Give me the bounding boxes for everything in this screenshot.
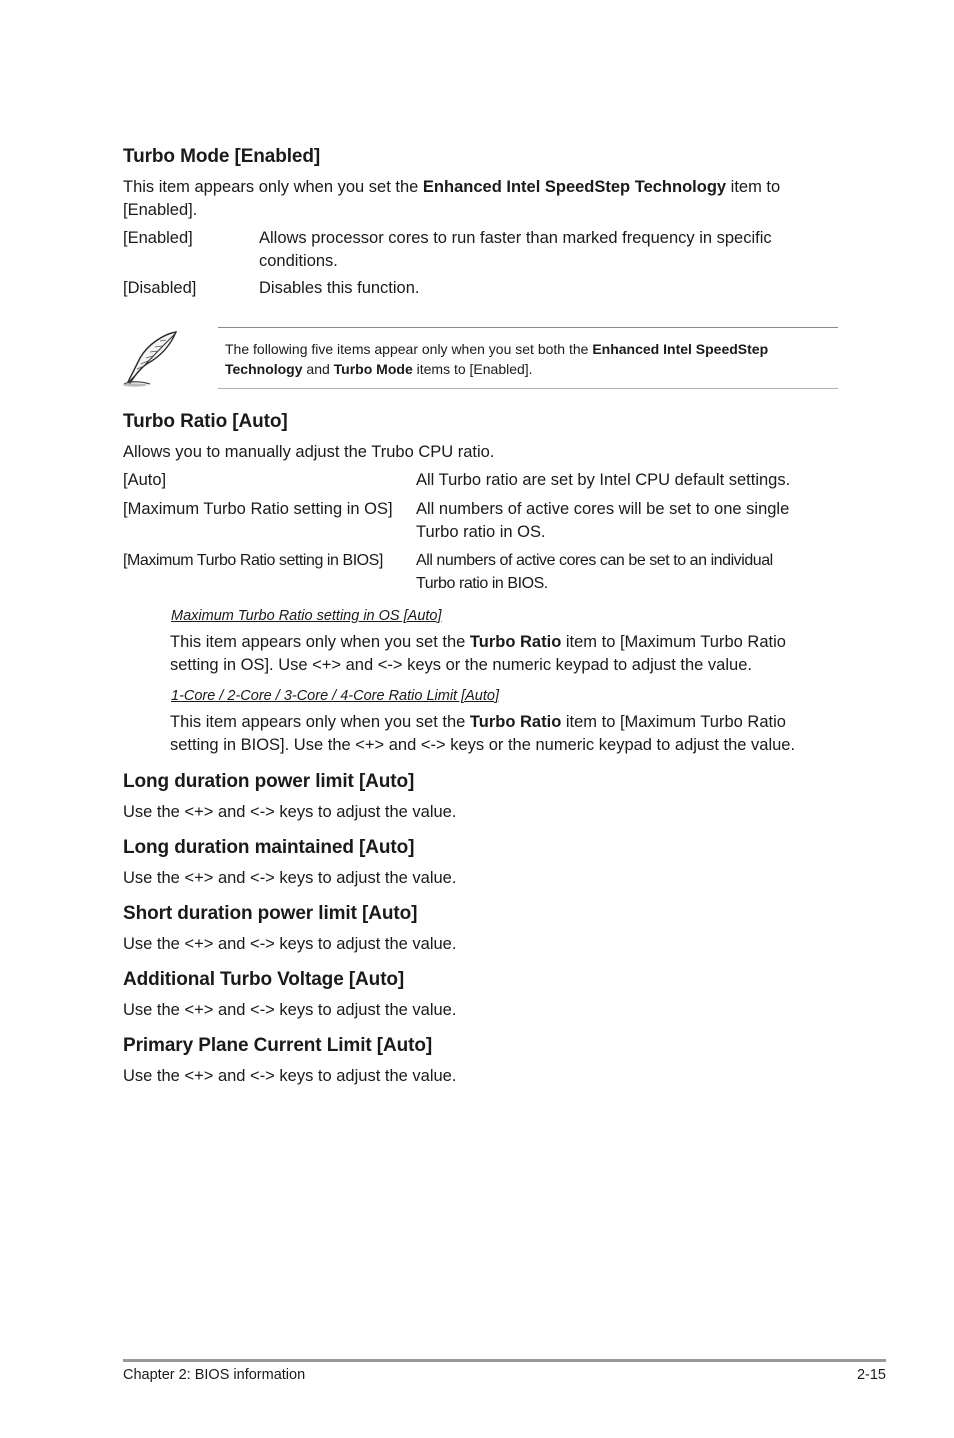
note-top-rule [218,327,838,328]
section-description: Use the <+> and <-> keys to adjust the value. [123,935,457,953]
option-description [259,227,772,273]
subitem-segment: item to [Maximum Turbo Ratio [561,713,786,731]
option-line: Turbo ratio in OS. [416,523,546,541]
desc-bold: Enhanced Intel SpeedStep Technology [422,178,727,196]
feather-pen-icon [120,328,182,388]
subitem-bold: Turbo Ratio [469,633,562,651]
section-title-turbo-mode: Turbo Mode [Enabled] [123,146,321,167]
subitem-line [170,711,795,734]
subitem-title: 1-Core / 2-Core / 3-Core / 4-Core Ratio Limit [Auto] [171,688,499,704]
turbo-mode-description [123,176,823,222]
option-line: Turbo ratio in BIOS. [416,575,548,592]
subitem-description [170,631,786,677]
section-description: Use the <+> and <-> keys to adjust the value. [123,803,457,821]
subitem-line: setting in BIOS]. Use the <+> and <-> keys or the numeric keypad to adjust the value. [170,736,796,754]
option-key: [Enabled] [123,229,193,247]
option-key: [Disabled] [123,279,197,297]
section-title-turbo-ratio: Turbo Ratio [Auto] [123,411,288,432]
subitem-segment: This item appears only when you set the [170,633,470,651]
subitem-description [170,711,795,757]
section-title: Long duration power limit [Auto] [123,771,415,792]
section-description: Use the <+> and <-> keys to adjust the value. [123,869,457,887]
subitem-title: Maximum Turbo Ratio setting in OS [Auto] [171,608,442,624]
section-description: Use the <+> and <-> keys to adjust the value. [123,1067,457,1085]
option-line: conditions. [259,252,338,270]
subitem-segment: This item appears only when you set the [170,713,470,731]
subitem-segment: item to [Maximum Turbo Ratio [561,633,786,651]
option-description: Disables this function. [259,279,420,297]
section-title: Additional Turbo Voltage [Auto] [123,969,405,990]
note-line-2 [225,360,768,380]
section-title: Long duration maintained [Auto] [123,837,415,858]
option-description [416,549,773,595]
footer-chapter: Chapter 2: BIOS information [123,1367,306,1383]
subitem-line: setting in OS]. Use <+> and <-> keys or the numeric keypad to adjust the value. [170,656,752,674]
page-number: 2-15 [856,1367,886,1383]
note-segment: The following five items appear only when you set both the [225,341,593,357]
section-description: Use the <+> and <-> keys to adjust the value. [123,1001,457,1019]
section-title: Primary Plane Current Limit [Auto] [123,1035,433,1056]
section-title: Short duration power limit [Auto] [123,903,418,924]
note-line-1 [225,340,768,360]
option-line: Allows processor cores to run faster than marked frequency in specific [259,229,772,247]
desc-text: This item appears only when you set the [123,178,423,196]
subitem-bold: Turbo Ratio [469,713,562,731]
note-segment: and [302,360,334,377]
note-bold: Turbo Mode [333,360,413,377]
option-description: All Turbo ratio are set by Intel CPU default settings. [416,471,791,489]
option-line: All numbers of active cores can be set to an individual [416,552,773,569]
note-bottom-rule [218,388,838,389]
note-bold: Enhanced Intel SpeedStep [592,341,769,357]
option-key: [Maximum Turbo Ratio setting in OS] [123,500,393,518]
option-line: All numbers of active cores will be set to one single [416,500,790,518]
note-bold: Technology [225,360,303,377]
turbo-ratio-description: Allows you to manually adjust the Trubo CPU ratio. [123,443,495,461]
option-description [416,498,789,544]
note-segment: items to [Enabled]. [412,360,533,377]
subitem-line [170,631,786,654]
option-key: [Auto] [123,471,167,489]
footer-rule [123,1359,886,1362]
desc-text: item to [Enabled]. [123,178,781,219]
option-key: [Maximum Turbo Ratio setting in BIOS] [123,552,383,569]
note-text [225,340,768,379]
